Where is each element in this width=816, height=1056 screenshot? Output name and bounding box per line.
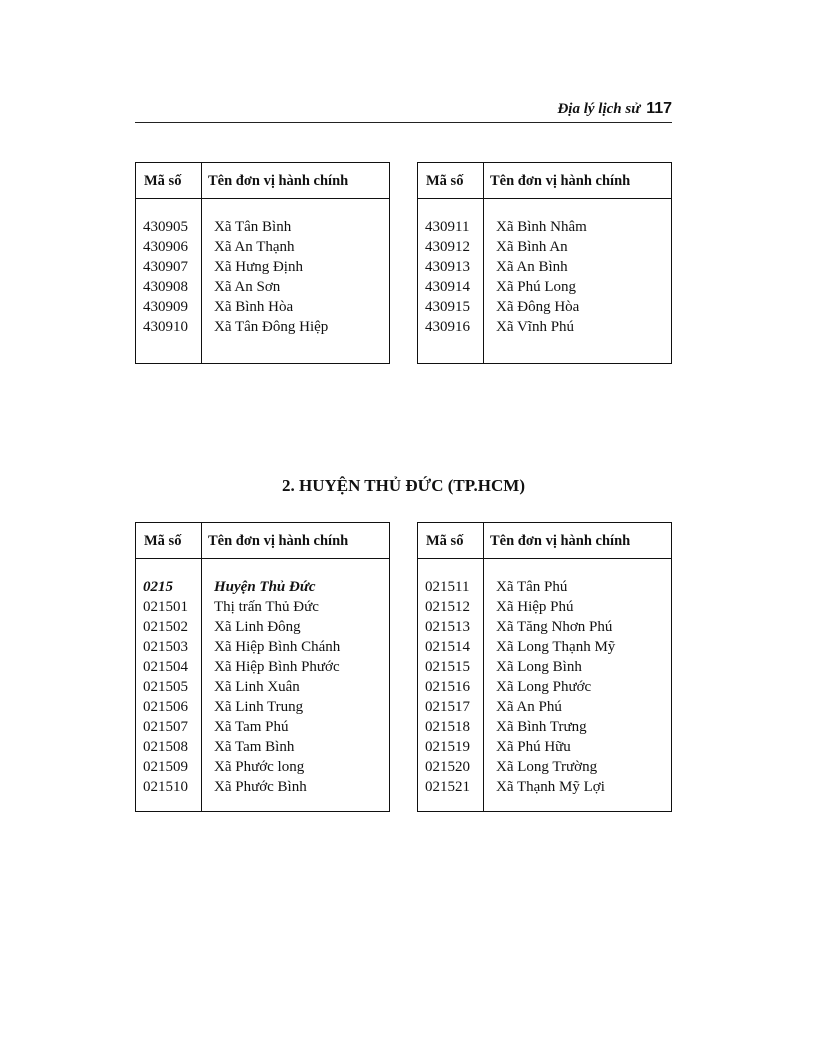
row-code: 021501 [143,599,188,615]
row-name: Xã Phú Long [496,279,576,295]
row-code: 021503 [143,639,188,655]
table-body [418,199,671,363]
row-code: 021521 [425,779,470,795]
row-code: 021519 [425,739,470,755]
row-code: 021508 [143,739,188,755]
row-code: 021511 [425,579,470,595]
row-code: 021509 [143,759,188,775]
row-code: 0215 [143,579,173,595]
row-name: Xã Thạnh Mỹ Lợi [496,779,605,795]
row-name: Xã Hưng Định [214,259,303,275]
row-code: 430915 [425,299,470,315]
column-header-name: Tên đơn vị hành chính [490,173,631,189]
table-body [418,559,671,811]
row-name: Xã Hiệp Bình Phước [214,659,340,675]
row-code: 430911 [425,219,470,235]
row-name: Xã Linh Xuân [214,679,300,695]
table-body [136,559,389,811]
row-code: 021518 [425,719,470,735]
row-name: Xã Phú Hữu [496,739,571,755]
row-code: 430910 [143,319,188,335]
row-code: 021510 [143,779,188,795]
row-code: 430916 [425,319,470,335]
row-name: Xã Hiệp Phú [496,599,574,615]
row-code: 021513 [425,619,470,635]
row-name: Xã Tam Phú [214,719,289,735]
row-code: 430908 [143,279,188,295]
row-code: 021505 [143,679,188,695]
row-code: 021520 [425,759,470,775]
row-name: Xã Bình An [496,239,568,255]
row-name: Huyện Thủ Đức [214,579,316,595]
row-code: 021517 [425,699,470,715]
code-column [136,199,202,363]
row-code: 021516 [425,679,470,695]
row-name: Xã Vĩnh Phú [496,319,575,335]
row-code: 021502 [143,619,188,635]
name-column [484,559,671,811]
code-column [418,199,484,363]
column-header-name: Tên đơn vị hành chính [208,173,349,189]
row-name: Xã Long Bình [496,659,582,675]
name-column [484,199,671,363]
running-header [135,100,672,123]
row-name: Xã Tam Bình [214,739,295,755]
row-name: Xã Bình Hòa [214,299,294,315]
row-name: Xã An Sơn [214,279,281,295]
row-name: Xã Bình Nhâm [496,219,587,235]
row-name: Xã An Bình [496,259,568,275]
row-code: 021514 [425,639,470,655]
row-name: Xã Long Trường [496,759,598,775]
row-name: Xã Tân Đông Hiệp [214,319,329,335]
row-name: Xã Hiệp Bình Chánh [214,639,341,655]
row-code: 430912 [425,239,470,255]
row-code: 021512 [425,599,470,615]
row-name: Xã Phước long [214,759,305,775]
row-name: Xã Linh Trung [214,699,304,715]
row-name: Xã An Phú [496,699,562,715]
running-header-title: Địa lý lịch sử [557,101,641,117]
column-header-code: Mã số [136,523,202,558]
row-code: 021504 [143,659,188,675]
table-header [136,523,389,559]
page-number: 117 [646,100,672,117]
column-header-code: Mã số [418,163,484,198]
code-column [418,559,484,811]
row-name: Xã An Thạnh [214,239,295,255]
row-name: Xã Tân Phú [496,579,568,595]
section-title: 2. HUYỆN THỦ ĐỨC (TP.HCM) [281,476,526,495]
code-column [136,559,202,811]
row-code: 430909 [143,299,188,315]
row-code: 430914 [425,279,470,295]
table-bottom-left [135,522,390,812]
table-bottom-right [417,522,672,812]
row-code: 430913 [425,259,470,275]
row-code: 021507 [143,719,188,735]
table-header [418,163,671,199]
name-column [202,559,389,811]
row-name: Xã Tăng Nhơn Phú [496,619,613,635]
table-top-right [417,162,672,364]
row-code: 430907 [143,259,188,275]
row-code: 430905 [143,219,188,235]
row-code: 430906 [143,239,188,255]
table-top-left [135,162,390,364]
row-name: Xã Long Phước [496,679,592,695]
row-name: Xã Phước Bình [214,779,307,795]
column-header-code: Mã số [418,523,484,558]
column-header-code: Mã số [136,163,202,198]
row-name: Xã Long Thạnh Mỹ [496,639,616,655]
column-header-name: Tên đơn vị hành chính [490,533,631,549]
table-header [136,163,389,199]
row-name: Xã Tân Bình [214,219,292,235]
row-name: Thị trấn Thủ Đức [214,599,319,615]
row-name: Xã Linh Đông [214,619,301,635]
column-header-name: Tên đơn vị hành chính [208,533,349,549]
table-body [136,199,389,363]
row-code: 021515 [425,659,470,675]
name-column [202,199,389,363]
row-name: Xã Bình Trưng [496,719,587,735]
row-name: Xã Đông Hòa [496,299,580,315]
table-header [418,523,671,559]
row-code: 021506 [143,699,188,715]
